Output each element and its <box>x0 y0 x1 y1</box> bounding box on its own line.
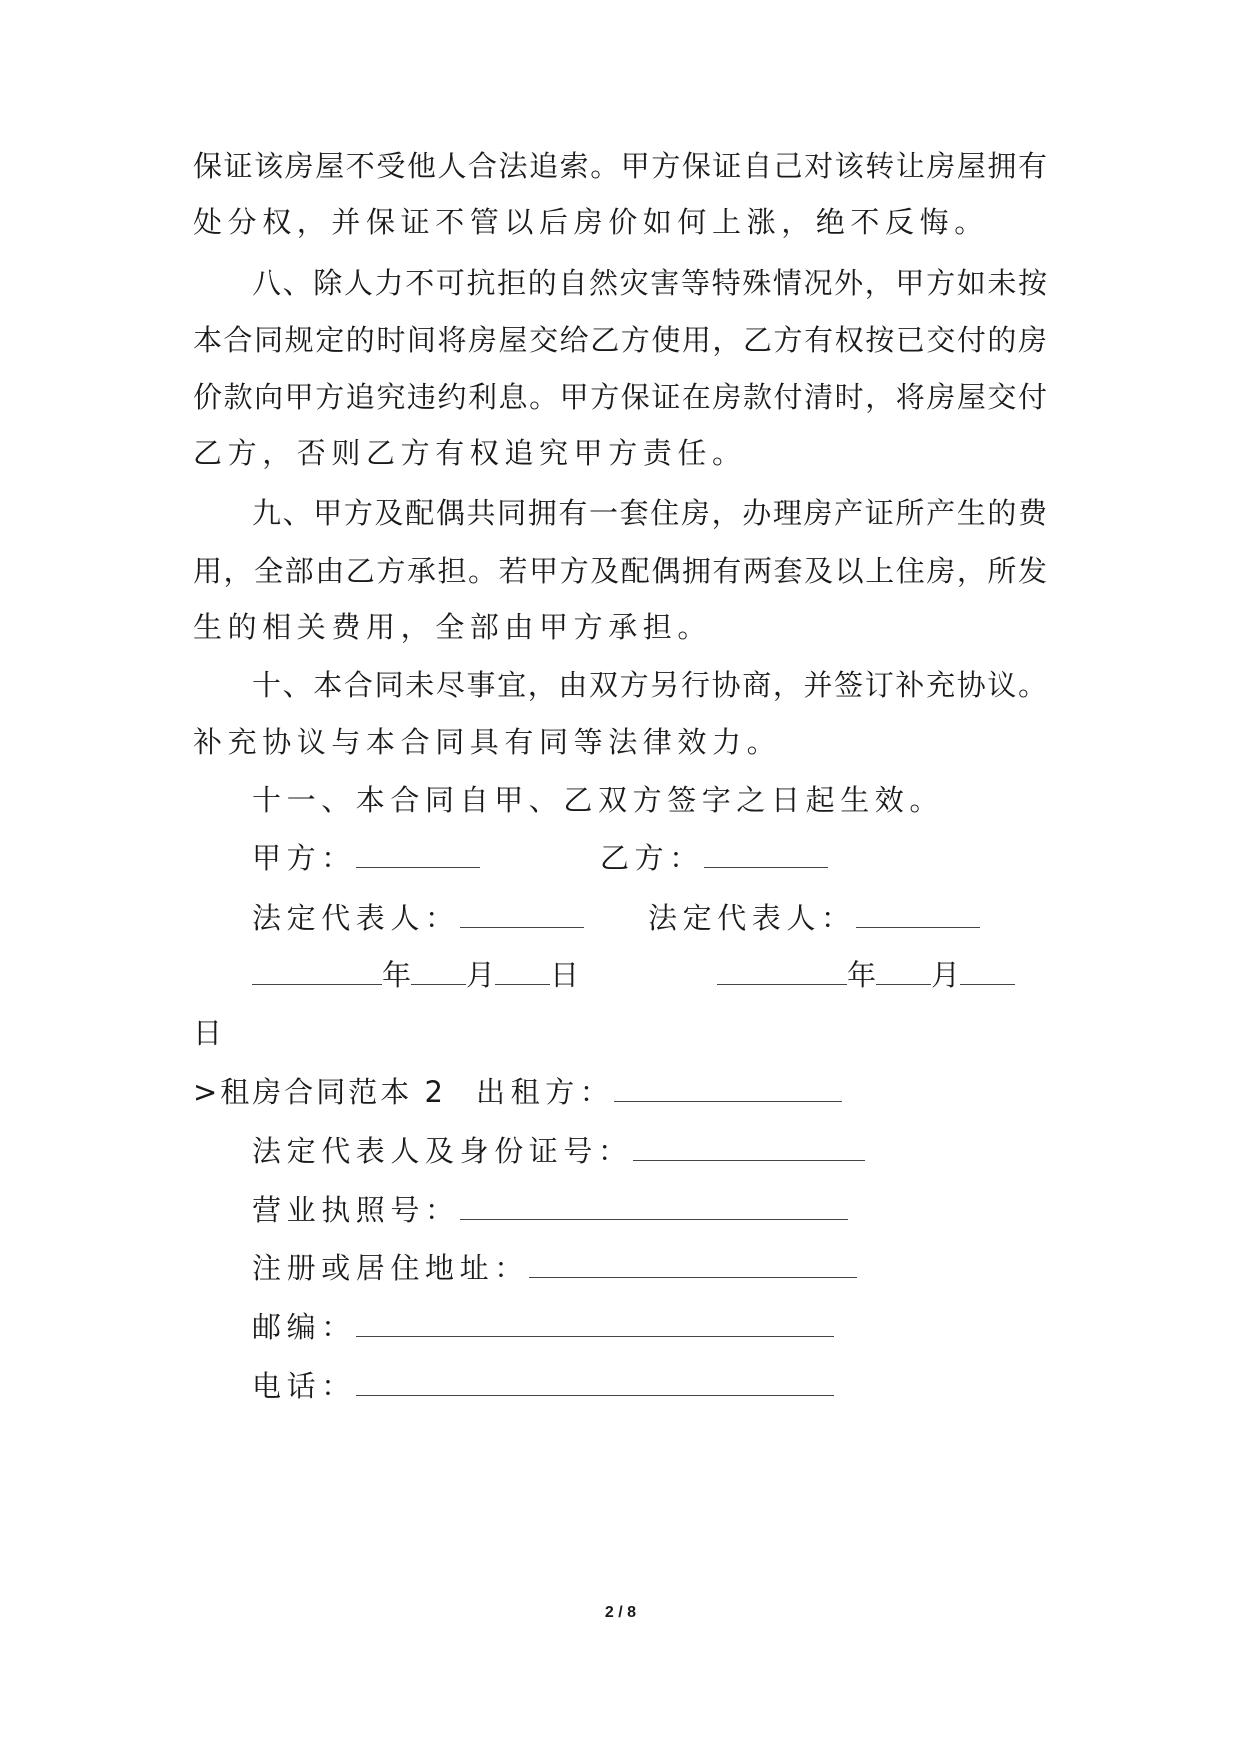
party-a-blank[interactable] <box>356 841 480 868</box>
year-label: 年 <box>382 958 412 992</box>
rep-a-line <box>252 898 584 938</box>
day-b-blank[interactable] <box>960 958 1015 985</box>
address-line <box>252 1248 857 1288</box>
paragraph-line: 生的相关费用，全部由甲方承担。 <box>193 610 713 644</box>
lessor-label: 出租方： <box>476 1075 615 1109</box>
month-label: 月 <box>466 958 496 992</box>
rep-a-blank[interactable] <box>460 901 584 928</box>
day-label-wrapped: 日 <box>193 1016 228 1050</box>
clause-10-line: 十、本合同未尽事宜，由双方另行协商，并签订补充协议。 <box>252 668 1047 702</box>
phone-blank[interactable] <box>356 1369 834 1396</box>
party-b-label: 乙方： <box>600 841 704 875</box>
rep-id-line <box>252 1131 865 1171</box>
day-label: 日 <box>550 958 580 992</box>
month-a-blank[interactable] <box>411 958 466 985</box>
rep-id-blank[interactable] <box>633 1134 865 1161</box>
paragraph-line: 价款向甲方追究违约利息。甲方保证在房款付清时，将房屋交付 <box>193 380 1047 414</box>
rep-a-label: 法定代表人： <box>252 901 460 935</box>
date-b-line <box>717 955 1015 995</box>
month-b-blank[interactable] <box>876 958 931 985</box>
postcode-blank[interactable] <box>356 1310 834 1337</box>
address-label: 注册或居住地址： <box>252 1251 529 1285</box>
year-label: 年 <box>847 958 877 992</box>
year-a-blank[interactable] <box>252 958 382 985</box>
clause-8-line: 八、除人力不可抗拒的自然灾害等特殊情况外，甲方如未按 <box>252 266 1047 300</box>
party-a-line <box>252 838 480 878</box>
paragraph-line: 处分权，并保证不管以后房价如何上涨，绝不反悔。 <box>193 205 989 239</box>
date-a-line <box>252 955 579 995</box>
phone-line <box>252 1366 834 1406</box>
license-label: 营业执照号： <box>252 1193 460 1227</box>
lessor-blank[interactable] <box>614 1075 842 1102</box>
party-b-blank[interactable] <box>704 841 828 868</box>
rep-b-line <box>648 898 980 938</box>
party-b-line <box>600 838 828 878</box>
postcode-line <box>252 1307 834 1347</box>
month-label: 月 <box>931 958 961 992</box>
contract2-heading: >租房合同范本 2 <box>193 1075 446 1109</box>
year-b-blank[interactable] <box>717 958 847 985</box>
day-a-blank[interactable] <box>495 958 550 985</box>
license-blank[interactable] <box>460 1193 848 1220</box>
clause-11-line: 十一、本合同自甲、乙双方签字之日起生效。 <box>252 783 945 817</box>
rep-id-label: 法定代表人及身份证号： <box>252 1134 633 1168</box>
rep-b-blank[interactable] <box>856 901 980 928</box>
rep-b-label: 法定代表人： <box>648 901 856 935</box>
clause-9-line: 九、甲方及配偶共同拥有一套住房，办理房产证所产生的费 <box>252 496 1047 530</box>
lessor-line <box>476 1072 842 1112</box>
license-line <box>252 1190 848 1230</box>
paragraph-line: 用，全部由乙方承担。若甲方及配偶拥有两套及以上住房，所发 <box>193 554 1047 588</box>
page-number: 2 / 8 <box>604 1604 637 1621</box>
paragraph-line: 保证该房屋不受他人合法追索。甲方保证自己对该转让房屋拥有 <box>193 149 1047 183</box>
paragraph-line: 补充协议与本合同具有同等法律效力。 <box>193 725 782 759</box>
address-blank[interactable] <box>529 1251 857 1278</box>
paragraph-line: 本合同规定的时间将房屋交给乙方使用，乙方有权按已交付的房 <box>193 323 1047 357</box>
party-a-label: 甲方： <box>252 841 356 875</box>
postcode-label: 邮编： <box>252 1310 356 1344</box>
paragraph-line: 乙方，否则乙方有权追究甲方责任。 <box>193 436 747 470</box>
phone-label: 电话： <box>252 1369 356 1403</box>
